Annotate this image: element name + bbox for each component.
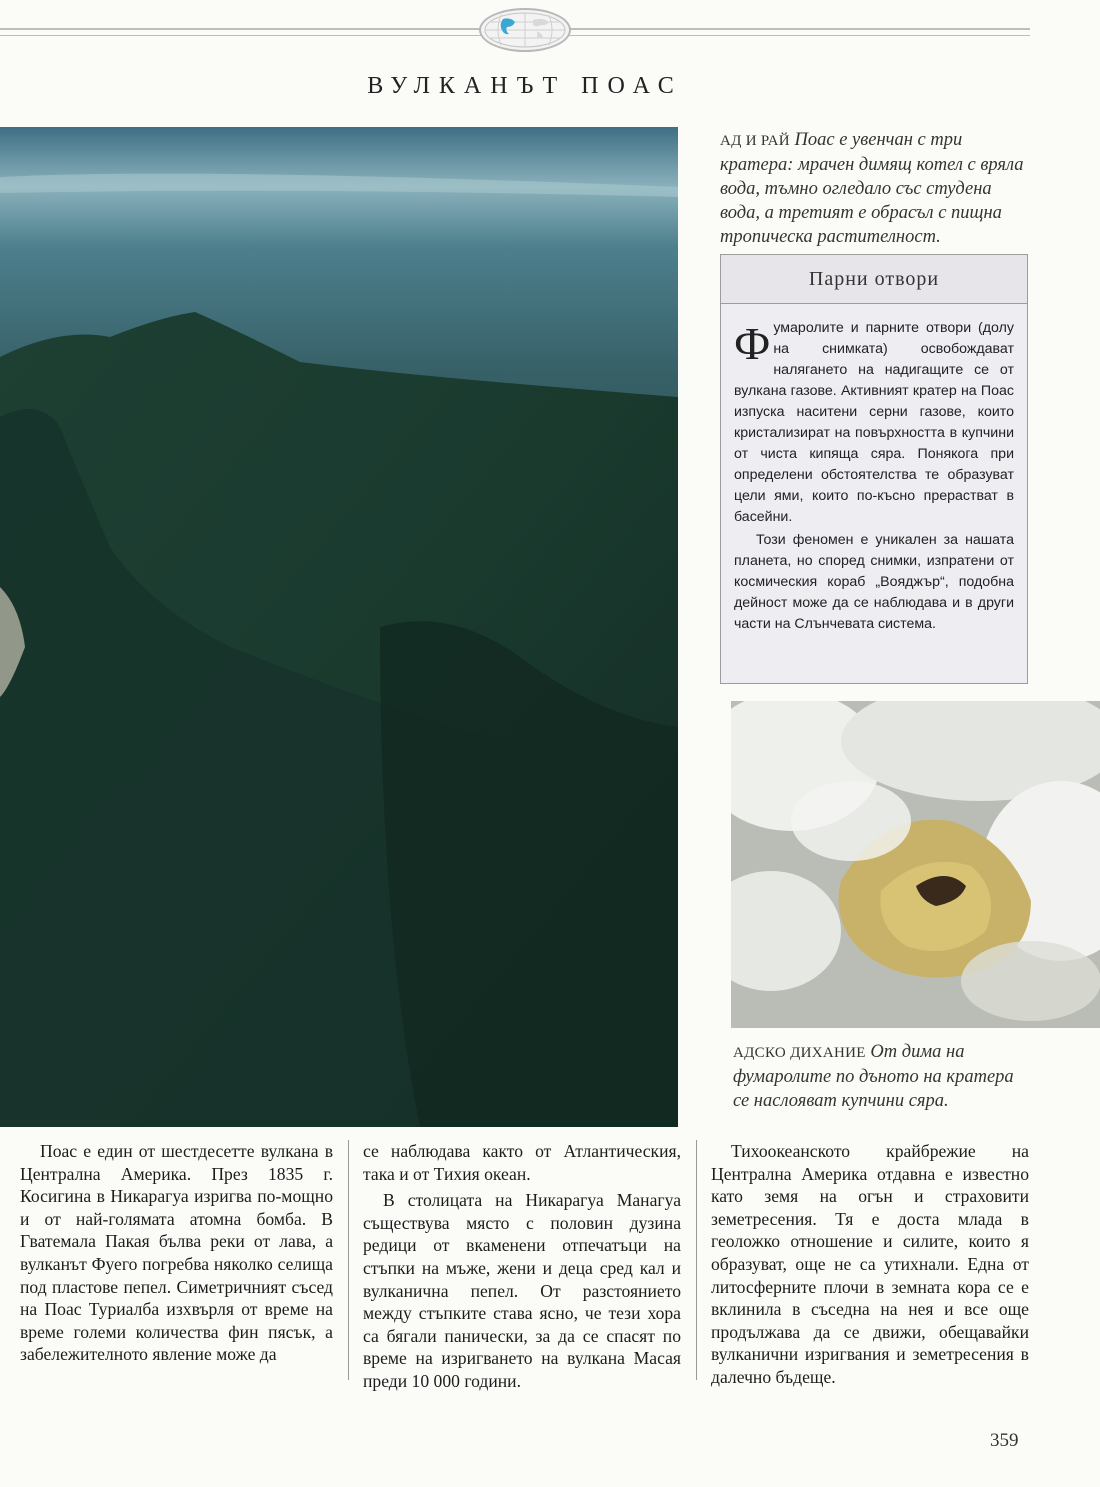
sidebar-body [721, 304, 1027, 635]
body-paragraph: Поас е един от шестдесетте вулкана в Централна Америка. През 1835 г. Косигина в Никарагуа изригва по-мощно и от най-голямата атомна бомба. В Гватемала Пакая бълва реки от лава, а вулканът Фуего погребва няколко селища под пластове пепел. Симетричният съсед на Поас Туриалба изхвърля от време на време големи количества фин пясък, а забележителното явление може да [20, 1141, 333, 1365]
column-divider [348, 1140, 349, 1380]
sidebar-paragraph: Този феномен е уникален за нашата планета, но според снимки, изпратени от космическия кораб „Вояджър“, подобна дейност може да се наблюдава и в други части на Слънчевата система. [734, 532, 1014, 632]
body-column-3 [711, 1140, 1029, 1389]
sidebar-title: Парни отвори [721, 255, 1027, 304]
photo-caption [720, 128, 1025, 249]
volcano-aerial-photo [0, 127, 678, 1127]
body-paragraph: се наблюдава както от Атлантическия, така и от Тихия океан. [363, 1141, 681, 1184]
body-column-1 [20, 1140, 333, 1366]
caption-text: Поас е увенчан с три кратера: мрачен димящ котел с вряла вода, тъмно огледало със студена вода, а третият е обрасъл с пищна тропическа растителност. [720, 130, 1024, 247]
sidebar-paragraph [734, 318, 1014, 528]
small-photo-caption [733, 1040, 1023, 1113]
column-divider [696, 1140, 697, 1380]
body-paragraph: В столицата на Никарагуа Манагуа съществува място с половин дузина редици от вкаменени отпечатъци на стъпки на мъже, жени и деца сред кал и вулканична пепел. От разстоянието между стъпките става ясно, че тези хора са бягали панически, за да се спасят по време на изригването на вулкана Масая преди 10 000 години. [363, 1190, 681, 1391]
body-paragraph: Тихоокеанското крайбрежие на Централна Америка отдавна е известно като земя на огън и страховити земетресения. Тя е доста млада в геоложко отношение и силите, които я образуват, още не са утихнали. Една от литосферните плочи в земната кора се е вклинила в съседна на нея и все още продължава да се движи, обещавайки вулканични изригвания и земетресения в далечно бъдеще. [711, 1141, 1029, 1387]
globe-icon [479, 8, 571, 52]
page-number: 359 [990, 1430, 1019, 1451]
caption-text: От дима на фумаролите по дъното на кратера се наслояват купчини сяра. [733, 1042, 1014, 1111]
fumarole-photo [731, 701, 1100, 1028]
drop-cap: Ф [734, 318, 771, 369]
caption-label: АДСКО ДИХАНИЕ [733, 1045, 866, 1061]
caption-label: АД И РАЙ [720, 133, 790, 149]
body-column-2 [363, 1140, 681, 1393]
sidebar-box [720, 254, 1028, 684]
page-title: ВУЛКАНЪТ ПОАС [367, 73, 683, 99]
sidebar-paragraph-text: умаролите и парните отвори (долу на снимката) освобождават налягането на надигащите се от вулкана газове. Активният кратер на Поас изпуска наситени серни газове, които кристализират на повърхността в купчини от чиста кипяща сяра. Понякога при определени обстоятелства те образуват цели ями, които по-късно прерастват в басейни. [734, 320, 1014, 525]
